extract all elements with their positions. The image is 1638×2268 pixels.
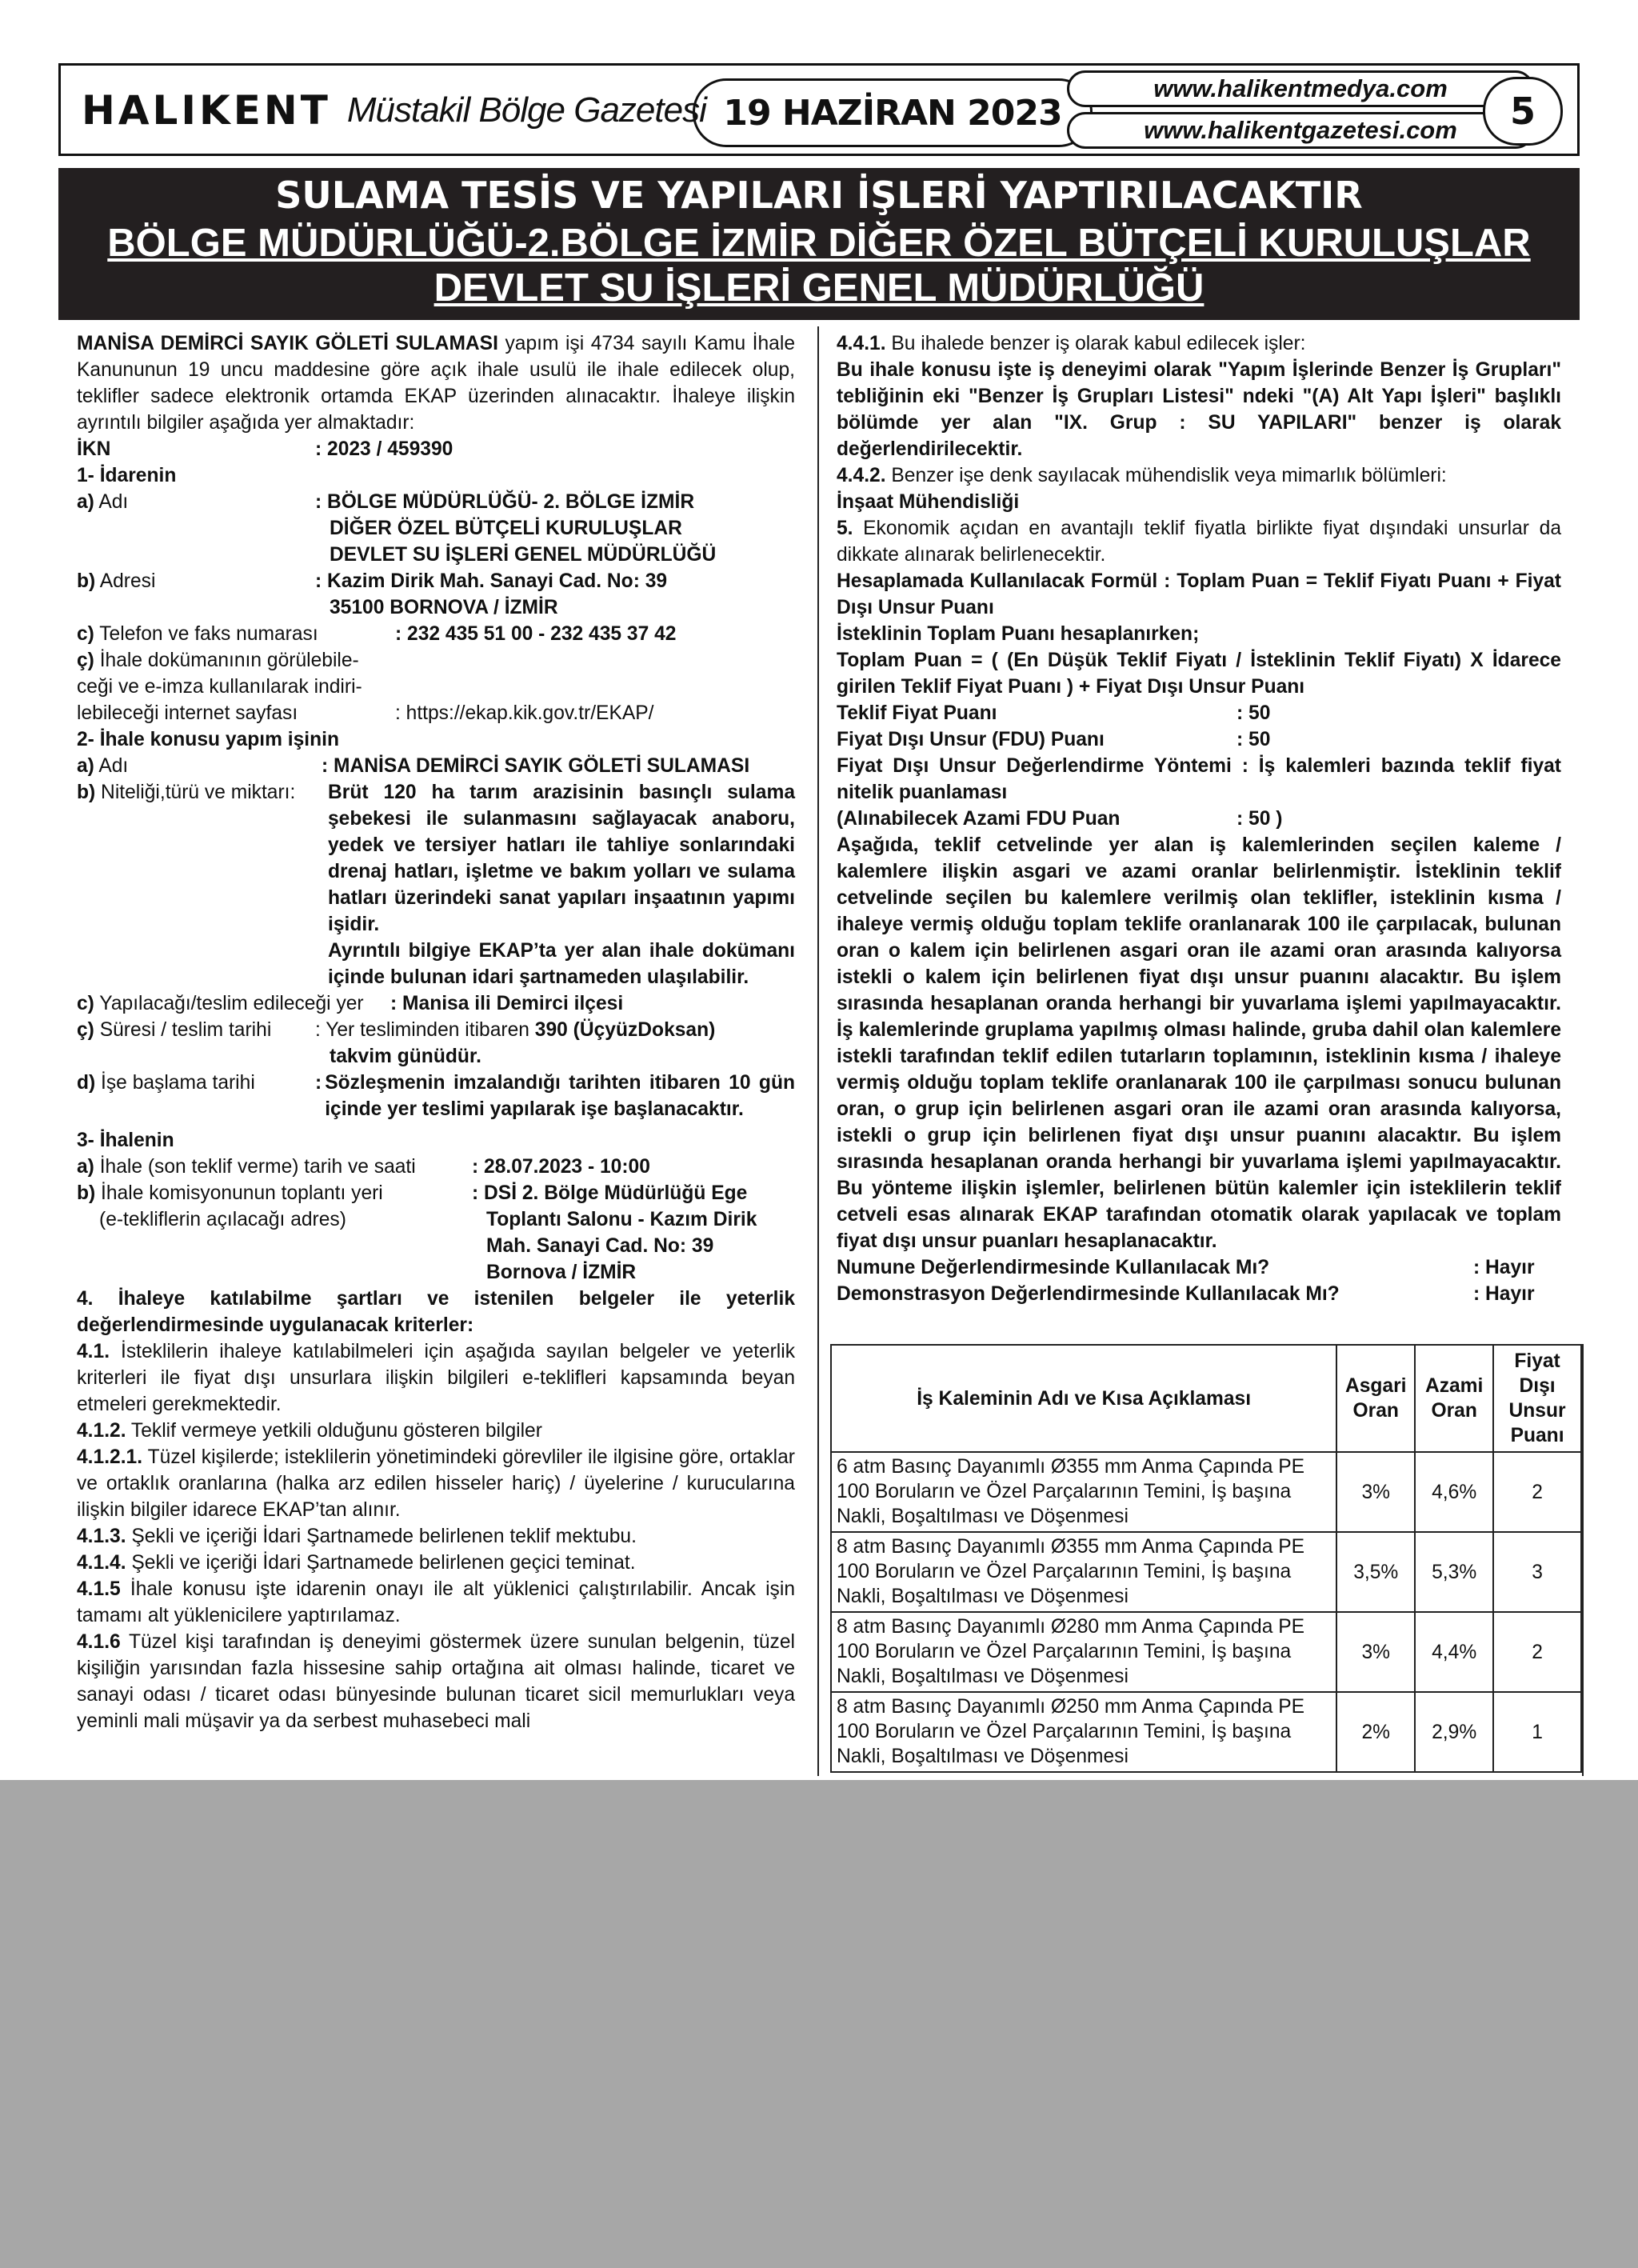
colon: : [290, 782, 296, 803]
para-text: Bu ihalede benzer iş olarak kabul edilecek işler: [885, 333, 1306, 354]
total-score-formula: Toplam Puan = ( (En Düşük Teklif Fiyatı / İsteklinin Teklif Fiyatı) X İdarece girilen Teklif Fiyat Puanı ) + Fiyat Dışı Unsur Puanı [837, 650, 1561, 698]
demo-eval-value: : Hayır [1473, 1283, 1535, 1305]
work-duration-text: : Yer tesliminden itibaren [315, 1019, 535, 1041]
para-number: 4.4.2. [837, 465, 886, 486]
para-4-4-2 [837, 462, 1561, 489]
tender-place-label-2: (e-tekliflerin açılacağı adres) [99, 1209, 346, 1230]
table-header-row [831, 1345, 1581, 1452]
section-4-heading: 4. İhaleye katılabilme şartları ve istenilen belgeler ile yeterlik değerlendirmesinde uygulanacak kriterler: [77, 1288, 795, 1336]
para-number: 5. [837, 518, 853, 539]
page-number: 5 [1483, 77, 1563, 146]
item-points: 1 [1493, 1692, 1581, 1772]
item-key: a) [77, 1156, 94, 1178]
evaluation-method: Fiyat Dışı Unsur Değerlendirme Yöntemi : İş kalemleri bazında teklif fiyat nitelik puanlaması [837, 755, 1561, 803]
item-min-ratio: 3% [1336, 1452, 1415, 1532]
header-min-ratio: Asgari Oran [1336, 1345, 1415, 1452]
item-min-ratio: 3% [1336, 1612, 1415, 1692]
max-fdu-row [837, 806, 1561, 832]
headline-line-3: DEVLET SU İŞLERİ GENEL MÜDÜRLÜĞÜ [433, 266, 1205, 310]
admin-address-row [77, 568, 795, 621]
item-max-ratio: 5,3% [1415, 1532, 1493, 1612]
para-text: İhale konusu işte idarenin onayı ile alt yüklenici çalıştırılabilir. Ancak işin tamamı alt yüklenicilere yaptırılamaz. [77, 1578, 795, 1626]
phone-row [77, 621, 795, 647]
table-row [831, 1452, 1581, 1532]
para-text: Tüzel kişilerde; isteklilerin yönetimindeki görevliler ile ilgisine göre, ortaklar ve ortaklık oranlarına (halka arz edilen hisseler hariç) / üyelerine / kurucularına ilişkin bilgiler idarece EKAP’tan alınır. [77, 1446, 795, 1521]
para-4-1-4 [77, 1550, 795, 1576]
right-column [837, 330, 1561, 1307]
item-key: ç) [77, 650, 94, 671]
tender-place-line-4: Bornova / İZMİR [486, 1262, 637, 1283]
phone-value: : 232 435 51 00 - 232 435 37 42 [395, 623, 677, 645]
item-description: 6 atm Basınç Dayanımlı Ø355 mm Anma Çapında PE 100 Boruların ve Özel Parçalarının Temini, İş başına Nakli, Boşaltılması ve Döşenmesi [831, 1452, 1336, 1532]
table-row [831, 1692, 1581, 1772]
work-nature-row [77, 779, 795, 990]
evaluation-description: Aşağıda, teklif cetvelinde yer alan iş kalemlerinden seçilen kaleme / kalemlere ilişkin asgari ve azami oranlar belirlenmiştir. İsteklinin teklif cetvelinde seçilen bu kalemlere verilmiş olan teklifler, isteklinin kısma / ihaleye vermiş olduğu toplam teklife oranlanarak 100 ile çarpılacak, bulunan oran o kalem için belirlenen asgari oran ile azami oran arasında kalıyorsa istekli o kalem için belirlenen fiyat dışı unsur puanını alacaktır. Bu işlem sırasında hesaplanan oranda herhangi bir yuvarlama işlemi yapılmayacaktır. İş kalemlerinde gruplama yapılmış olması halinde, gruba dahil olan kalemlere istekli tarafından teklif edilen tutarların toplamının, isteklinin kısma / ihaleye vermiş olduğu toplam teklife oranlanarak 100 ile çarpılması sonucu bulunan oran, o grup için belirlenen asgari oran ile azami oran arasında kalıyorsa, istekli o grup için belirlenen fiyat dışı unsur puanını alacaktır. Bu işlem sırasında hesaplanan oranda herhangi bir yuvarlama işlemi yapılmayacaktır. Bu yönteme ilişkin işlemler, belirlenen bütün kalemler için isteklilerin teklif cetveli esas alınarak EKAP tarafından otomatik olarak yapılacak ve toplam fiyat dışı unsur puanları hesaplanacaktır. [837, 834, 1561, 1252]
para-number: 4.1. [77, 1341, 110, 1362]
work-duration-days: 390 (ÜçyüzDoksan) [534, 1019, 716, 1041]
para-5 [837, 515, 1561, 568]
ekap-label-2: ceği ve e-imza kullanılarak indiri- [77, 676, 362, 698]
item-key: b) [77, 782, 96, 803]
item-points: 2 [1493, 1612, 1581, 1692]
admin-name-line-1: : BÖLGE MÜDÜRLÜĞÜ- 2. BÖLGE İZMİR [315, 491, 695, 513]
work-location-row [77, 990, 795, 1017]
item-description: 8 atm Basınç Dayanımlı Ø355 mm Anma Çapında PE 100 Boruların ve Özel Parçalarının Temini, İş başına Nakli, Boşaltılması ve Döşenmesi [831, 1532, 1336, 1612]
work-location-value: : Manisa ili Demirci ilçesi [390, 993, 624, 1014]
website-url-1[interactable]: www.halikentmedya.com [1067, 70, 1534, 107]
admin-name-line-2: DİĞER ÖZEL BÜTÇELİ KURULUŞLAR [330, 518, 682, 539]
admin-address-line-1: : Kazim Dirik Mah. Sanayi Cad. No: 39 [315, 570, 668, 592]
tender-date-row [77, 1154, 795, 1180]
headline-line-2: BÖLGE MÜDÜRLÜĞÜ-2.BÖLGE İZMİR DİĞER ÖZEL BÜTÇELİ KURULUŞLAR [107, 222, 1531, 265]
para-4-1-2 [77, 1418, 795, 1444]
left-column [77, 330, 795, 1734]
engineering-department: İnşaat Mühendisliği [837, 491, 1020, 513]
ekap-label-3: lebileceği internet sayfası [77, 702, 298, 724]
colon: : [315, 1072, 322, 1094]
work-nature-value: Brüt 120 ha tarım arazisinin basınçlı sulama şebekesi ile sulanmasını sağlayacak anaboru, yedek ve tersiyer hatları ile tahliye sonlarındaki drenaj hatları, işletme ve bakım yolları ve sulama hatları üzerindeki sanat yapıları inşaatının yapımı işidir. [328, 782, 795, 935]
para-4-1-2-1 [77, 1444, 795, 1523]
headline-title: SULAMA TESİS VE YAPILARI İŞLERİ YAPTIRILACAKTIR [275, 174, 1363, 217]
para-4-1-3 [77, 1523, 795, 1550]
item-key: a) [77, 755, 94, 777]
para-text: Ekonomik açıdan en avantajlı teklif fiyatla birlikte fiyat dışındaki unsurlar da dikkate alınarak belirlenecektir. [837, 518, 1561, 566]
masthead [58, 63, 1580, 156]
newspaper-name: HALIKENT [82, 87, 331, 134]
item-points: 2 [1493, 1452, 1581, 1532]
ekap-row [77, 647, 795, 726]
similar-work-definition: Bu ihale konusu işte iş deneyimi olarak "Yapım İşlerinde Benzer İş Grupları" tebliğinin eki "Benzer İş Grupları Listesi" ndeki "(A) Alt Yapı İşleri" başlıklı bölümde yer alan "IX. Grup : SU YAPILARI" benzer iş olarak değerlendirilecektir. [837, 359, 1561, 460]
project-name: MANİSA DEMİRCİ SAYIK GÖLETİ SULAMASI [77, 333, 498, 354]
work-duration-label: Süresi / teslim tarihi [94, 1019, 272, 1041]
table-row [831, 1612, 1581, 1692]
section-3-heading: 3- İhalenin [77, 1130, 174, 1151]
work-name-label: Adı [94, 755, 129, 777]
tender-place-line-1: : DSİ 2. Bölge Müdürlüğü Ege [472, 1182, 748, 1204]
start-date-value: Sözleşmenin imzalandığı tarihten itibaren 10 gün içinde yer teslimi yapılarak işe başlanacaktır. [325, 1072, 795, 1120]
tender-place-row [77, 1180, 795, 1286]
price-score-value: : 50 [1236, 702, 1271, 724]
item-max-ratio: 4,6% [1415, 1452, 1493, 1532]
item-max-ratio: 2,9% [1415, 1692, 1493, 1772]
para-text: Şekli ve içeriği İdari Şartnamede belirlenen teklif mektubu. [126, 1526, 637, 1547]
ekap-label-1: İhale dokümanının görülebile- [94, 650, 359, 671]
fdu-items-table [830, 1344, 1582, 1773]
para-text: Benzer işe denk sayılacak mühendislik veya mimarlık bölümleri: [885, 465, 1447, 486]
start-date-row [77, 1070, 795, 1122]
header-max-ratio: Azami Oran [1415, 1345, 1493, 1452]
para-4-1-5 [77, 1576, 795, 1629]
tender-date-label: İhale (son teklif verme) tarih ve saati [94, 1156, 416, 1178]
max-fdu-value: : 50 ) [1236, 808, 1283, 830]
phone-label: Telefon ve faks numarası [94, 623, 318, 645]
work-duration-unit: takvim günüdür. [330, 1046, 481, 1067]
admin-address-line-2: 35100 BORNOVA / İZMİR [330, 597, 558, 618]
demo-eval-row [837, 1281, 1561, 1307]
newspaper-subtitle: Müstakil Bölge Gazetesi [346, 90, 706, 130]
brand [82, 78, 706, 142]
website-url-2[interactable]: www.halikentgazetesi.com [1067, 112, 1534, 149]
admin-name-label: Adı [94, 491, 129, 513]
table-body [831, 1452, 1581, 1772]
gray-overlay [0, 1780, 1638, 2268]
ikn-row [77, 436, 795, 462]
sample-eval-value: : Hayır [1473, 1257, 1535, 1278]
table-row [831, 1532, 1581, 1612]
admin-address-label: Adresi [95, 570, 156, 592]
right-edge-rule [1582, 1344, 1584, 1776]
fdu-score-row [837, 726, 1561, 753]
price-score-row [837, 700, 1561, 726]
issue-date: 19 HAZİRAN 2023 [693, 78, 1093, 147]
para-text: Teklif vermeye yetkili olduğunu gösteren bilgiler [126, 1420, 542, 1442]
work-nature-detail: Ayrıntılı bilgiye EKAP’ta yer alan ihale dokümanı içinde bulunan idari şartnameden ulaşılabilir. [328, 940, 795, 988]
item-key: c) [77, 623, 94, 645]
para-number: 4.1.2.1. [77, 1446, 143, 1468]
section-2-heading: 2- İhale konusu yapım işinin [77, 729, 339, 750]
total-score-heading: İsteklinin Toplam Puanı hesaplanırken; [837, 623, 1200, 645]
admin-name-line-3: DEVLET SU İŞLERİ GENEL MÜDÜRLÜĞÜ [330, 544, 717, 566]
item-description: 8 atm Basınç Dayanımlı Ø250 mm Anma Çapında PE 100 Boruların ve Özel Parçalarının Temini, İş başına Nakli, Boşaltılması ve Döşenmesi [831, 1692, 1336, 1772]
item-min-ratio: 2% [1336, 1692, 1415, 1772]
fdu-score-value: : 50 [1236, 729, 1271, 750]
ikn-value: : 2023 / 459390 [315, 438, 453, 460]
tender-place-line-3: Mah. Sanayi Cad. No: 39 [486, 1235, 714, 1257]
start-date-label: İşe başlama tarihi [95, 1072, 255, 1094]
fdu-score-label: Fiyat Dışı Unsur (FDU) Puanı [837, 729, 1105, 750]
item-description: 8 atm Basınç Dayanımlı Ø280 mm Anma Çapında PE 100 Boruların ve Özel Parçalarının Temini, İş başına Nakli, Boşaltılması ve Döşenmesi [831, 1612, 1336, 1692]
formula: Hesaplamada Kullanılacak Formül : Toplam Puan = Teklif Fiyatı Puanı + Fiyat Dışı Unsur Puanı [837, 570, 1561, 618]
ikn-label: İKN [77, 438, 111, 460]
item-key: b) [77, 1182, 96, 1204]
item-key: ç) [77, 1019, 94, 1041]
item-max-ratio: 4,4% [1415, 1612, 1493, 1692]
ekap-url[interactable]: : https://ekap.kik.gov.tr/EKAP/ [395, 702, 654, 724]
para-4-4-1 [837, 330, 1561, 357]
work-name-row [77, 753, 795, 779]
column-divider [817, 326, 819, 1776]
para-number: 4.1.3. [77, 1526, 126, 1547]
item-key: a) [77, 491, 94, 513]
item-key: b) [77, 570, 96, 592]
header-fdu-points: Fiyat Dışı Unsur Puanı [1493, 1345, 1581, 1452]
tender-date-value: : 28.07.2023 - 10:00 [472, 1156, 650, 1178]
item-key: c) [77, 993, 94, 1014]
para-4-1-6 [77, 1629, 795, 1734]
admin-name-row [77, 489, 795, 568]
para-text: Şekli ve içeriği İdari Şartnamede belirlenen geçici teminat. [126, 1552, 636, 1574]
intro-paragraph [77, 330, 795, 436]
para-4-1 [77, 1338, 795, 1418]
work-nature-label: Niteliği,türü ve miktarı [95, 782, 290, 803]
sample-eval-row [837, 1254, 1561, 1281]
website-links [1067, 70, 1534, 154]
work-duration-row [77, 1017, 795, 1070]
para-number: 4.1.5 [77, 1578, 121, 1600]
sample-eval-label: Numune Değerlendirmesinde Kullanılacak Mı? [837, 1257, 1270, 1278]
header-item-name: İş Kaleminin Adı ve Kısa Açıklaması [831, 1345, 1336, 1452]
para-number: 4.1.6 [77, 1631, 121, 1653]
work-name-value: : MANİSA DEMİRCİ SAYIK GÖLETİ SULAMASI [322, 755, 750, 777]
para-number: 4.1.4. [77, 1552, 126, 1574]
tender-place-label-1: İhale komisyonunun toplantı yeri [95, 1182, 383, 1204]
item-key: d) [77, 1072, 96, 1094]
section-1-heading: 1- İdarenin [77, 465, 177, 486]
intro-text: yapım işi 4734 sayılı Kamu İhale Kanununun 19 uncu maddesine göre açık ihale usulü ile ihale edilecek olup, teklifler sadece elektronik ortamda EKAP üzerinden alınacaktır. İhaleye ilişkin ayrıntılı bilgiler aşağıda yer almaktadır: [77, 333, 795, 434]
demo-eval-label: Demonstrasyon Değerlendirmesinde Kullanılacak Mı? [837, 1283, 1340, 1305]
max-fdu-label: (Alınabilecek Azami FDU Puan [837, 808, 1121, 830]
item-points: 3 [1493, 1532, 1581, 1612]
headline-banner [58, 168, 1580, 320]
para-text: Tüzel kişi tarafından iş deneyimi göstermek üzere sunulan belgenin, tüzel kişiliğin yarısından fazla hissesine sahip ortağına ait olması halinde, ticaret ve sanayi odası / ticaret odası bünyesinde bulunan ticaret sicil memurlukları veya yeminli mali müşavir ya da serbest muhasebeci mali [77, 1631, 795, 1732]
item-min-ratio: 3,5% [1336, 1532, 1415, 1612]
tender-place-line-2: Toplantı Salonu - Kazım Dirik [486, 1209, 757, 1230]
price-score-label: Teklif Fiyat Puanı [837, 702, 997, 724]
para-number: 4.1.2. [77, 1420, 126, 1442]
para-number: 4.4.1. [837, 333, 886, 354]
para-text: İsteklilerin ihaleye katılabilmeleri için aşağıda sayılan belgeler ve yeterlik kriterleri ile fiyat dışı unsurlara ilişkin bilgileri e-teklifleri kapsamında beyan etmeleri gerekmektedir. [77, 1341, 795, 1415]
work-location-label: Yapılacağı/teslim edileceği yer [94, 993, 364, 1014]
